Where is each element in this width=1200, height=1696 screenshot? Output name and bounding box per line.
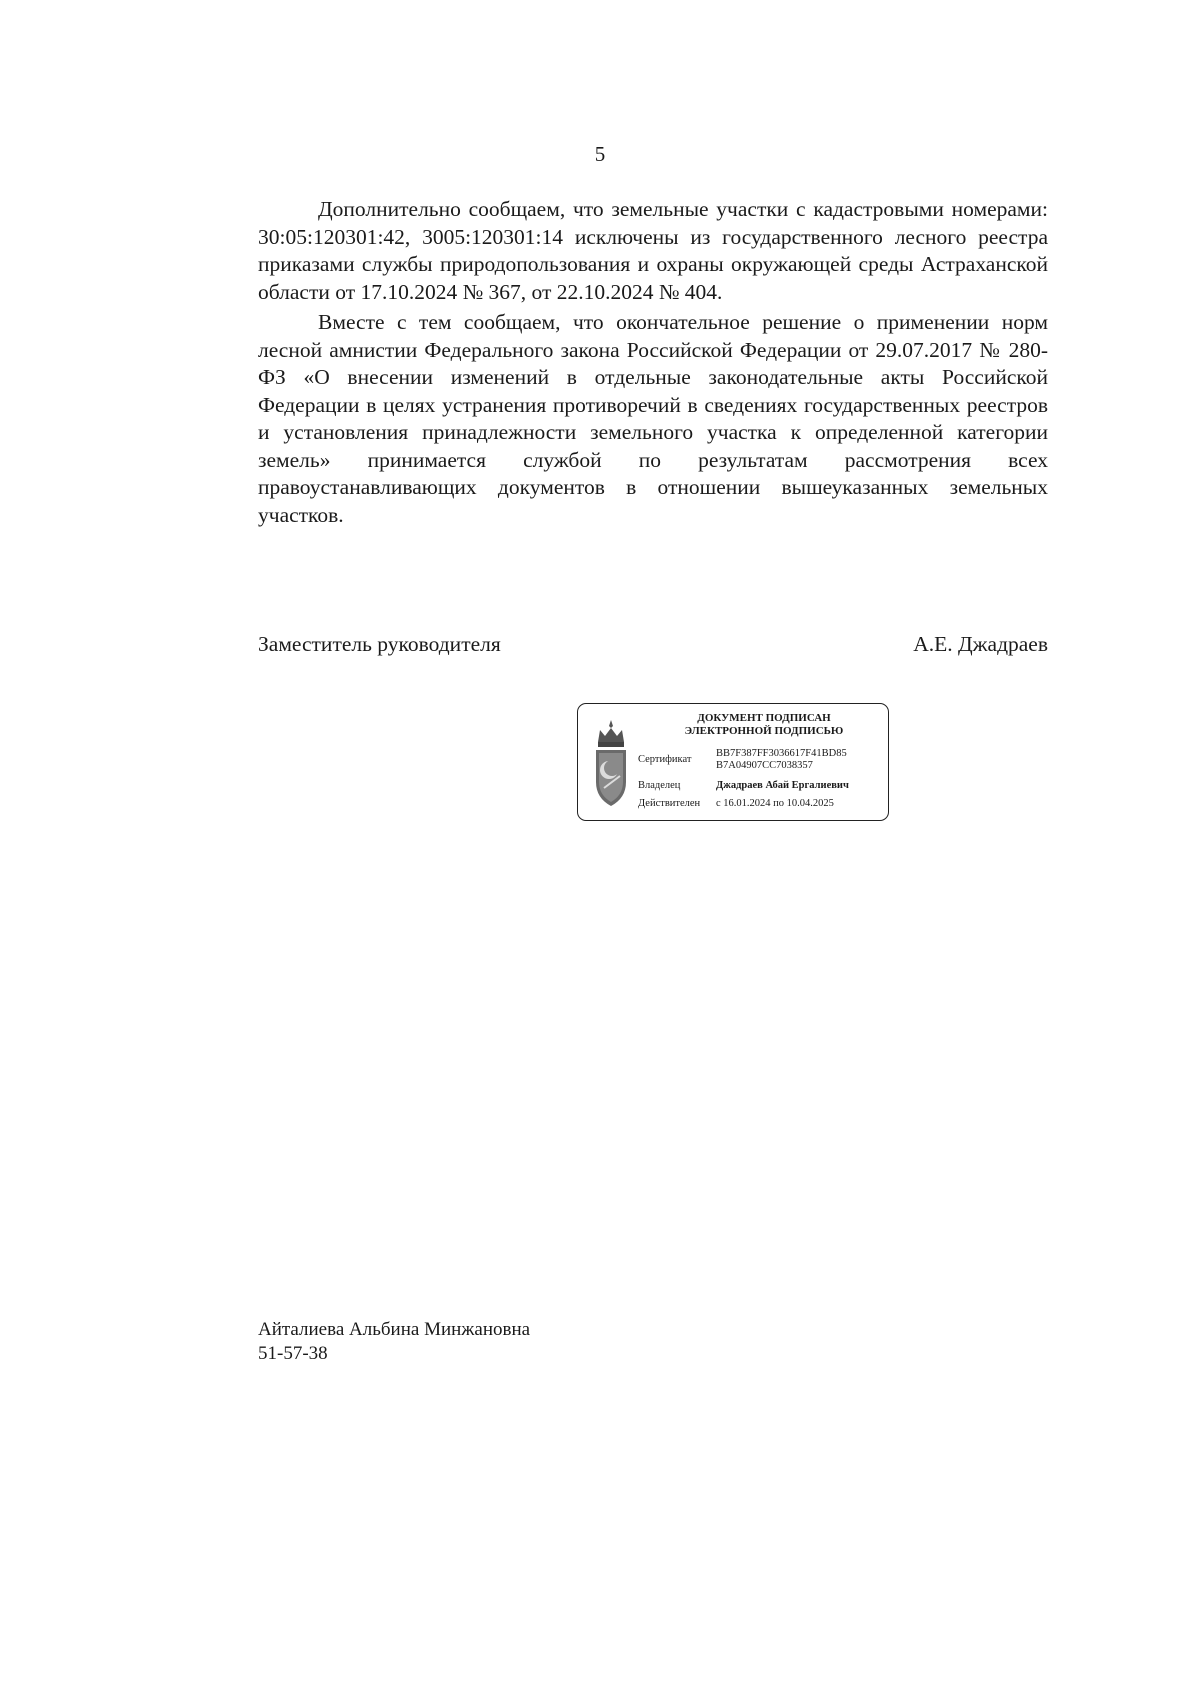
validity-value: с 16.01.2024 по 10.04.2025 [716, 798, 834, 809]
letter-body [258, 196, 1048, 532]
stamp-heading-line2: ЭЛЕКТРОННОЙ ПОДПИСЬЮ [684, 725, 844, 737]
author-block [258, 1318, 530, 1366]
stamp-heading [648, 712, 880, 738]
validity-label: Действителен [638, 798, 701, 809]
page-number: 5 [594, 142, 606, 166]
stamp-validity-row [638, 798, 880, 810]
paragraph-forest-amnesty: Вместе с тем сообщаем, что окончательное решение о применении норм лесной амнистии Федерального закона Российской Федерации от 29.07.2017 № 280-ФЗ «О внесении изменений в отдельные законодательные акты Российской Федерации в целях устранения противоречий в сведениях государственных реестров и установления принадлежности земельного участка к определенной категории земель» принимается службой по результатам рассмотрения всех правоустанавливающих документов в отношении вышеуказанных земельных участков. [258, 310, 1048, 527]
stamp-heading-line1: ДОКУМЕНТ ПОДПИСАН [697, 712, 831, 724]
owner-value: Джадраев Абай Ергалиевич [716, 780, 849, 791]
author-name: Айталиева Альбина Минжановна [258, 1319, 531, 1340]
paragraph-excluded-plots: Дополнительно сообщаем, что земельные участки с кадастровыми номерами: 30:05:120301:42, 3005:120301:14 исключены из государственного лесного реестра приказами службы природопользования и охраны окружающей среды Астраханской области от 17.10.2024 № 367, от 22.10.2024 № 404. [258, 197, 1048, 304]
author-phone: 51-57-38 [258, 1343, 328, 1364]
signatory-name: А.Е. Джадраев [913, 632, 1048, 656]
signatory-block [258, 632, 1048, 657]
signatory-position: Заместитель руководителя [258, 632, 501, 656]
certificate-label: Сертификат [638, 754, 692, 765]
e-signature-stamp [577, 703, 889, 821]
certificate-line2: B7A04907CC7038357 [716, 760, 813, 771]
owner-label: Владелец [638, 780, 681, 791]
certificate-line1: BB7F387FF3036617F41BD85 [716, 748, 847, 759]
certificate-value [716, 748, 880, 772]
stamp-certificate-row [638, 748, 880, 772]
coat-of-arms-icon [590, 718, 632, 810]
stamp-owner-row [638, 780, 880, 792]
